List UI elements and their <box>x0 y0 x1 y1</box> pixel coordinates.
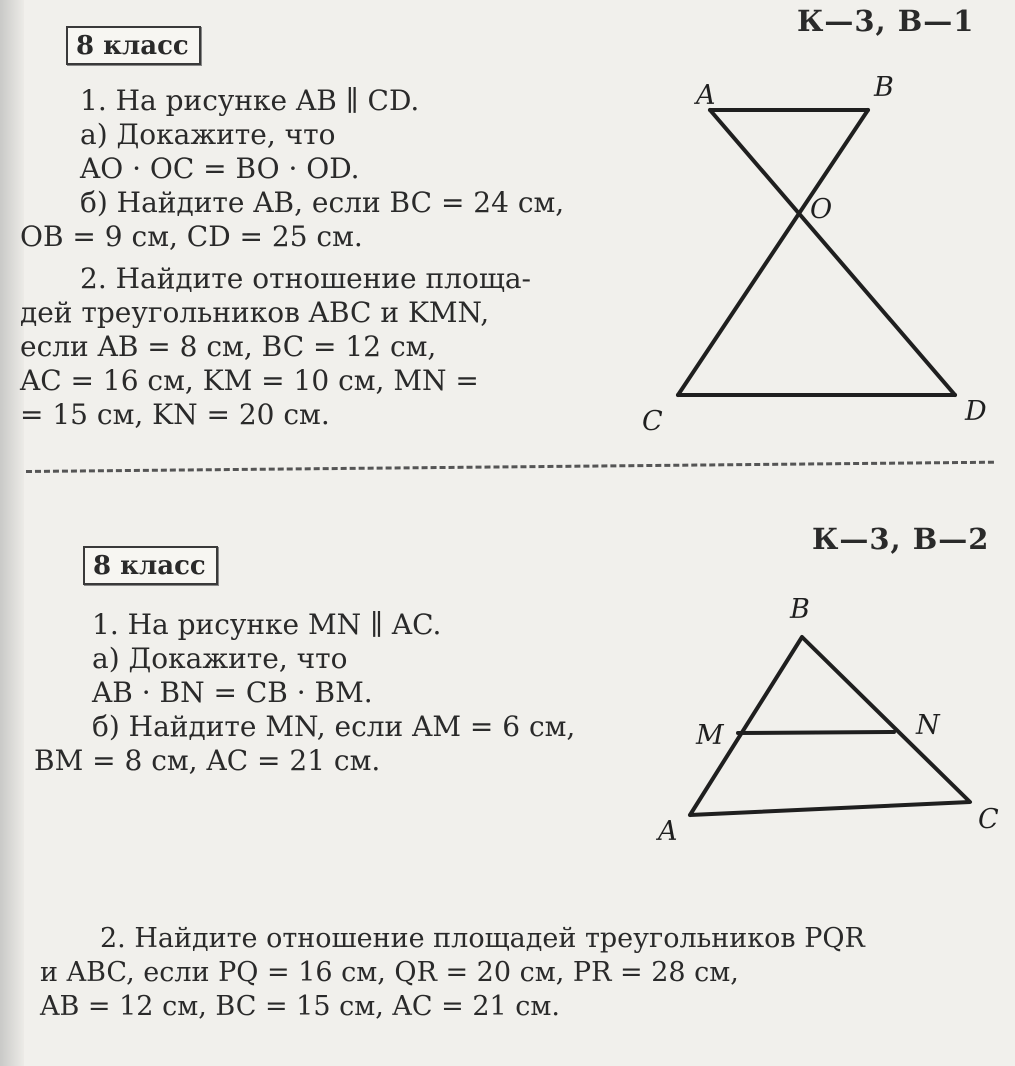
task1-v1-line3: AO · OC = BO · OD. <box>80 152 360 185</box>
point-label-M: M <box>696 720 724 751</box>
task2-v2-line1: 2. Найдите отношение площадей треугольников PQR <box>100 923 865 954</box>
variant-label-v2: К—3, В—2 <box>812 522 990 556</box>
point-label-B: B <box>874 72 894 103</box>
figure-hourglass-v1 <box>630 70 1010 440</box>
task2-v1-line3: если AB = 8 см, BC = 12 см, <box>20 330 437 363</box>
point-label-B: B <box>790 594 810 625</box>
task2-v2-line2: и ABC, если PQ = 16 см, QR = 20 см, PR = 28 см, <box>40 957 739 988</box>
task1-v1-line2: а) Докажите, что <box>80 118 336 151</box>
point-label-O: O <box>810 194 833 225</box>
task2-v1-line5: = 15 см, KN = 20 см. <box>20 398 330 431</box>
grade-label-v1: 8 класс <box>66 26 201 65</box>
task1-v2-line5: BM = 8 см, AC = 21 см. <box>34 744 381 777</box>
task2-v2 <box>40 922 865 1024</box>
variant-label-v1: К—3, В—1 <box>797 4 975 38</box>
task1-v1-line1: 1. На рисунке AB ∥ CD. <box>80 84 420 117</box>
figure-triangle-v2 <box>650 590 1010 850</box>
grade-label-v2: 8 класс <box>83 546 218 585</box>
point-label-A: A <box>696 80 716 111</box>
task1-v2-line1: 1. На рисунке MN ∥ AC. <box>92 608 442 641</box>
cut-line-divider <box>26 461 994 473</box>
task1-v2-line2: а) Докажите, что <box>92 642 348 675</box>
task2-v1-line2: дей треугольников ABC и KMN, <box>20 296 490 329</box>
point-label-N: N <box>916 710 940 741</box>
point-label-A: A <box>658 816 678 847</box>
task1-v2-line4: б) Найдите MN, если AM = 6 см, <box>92 710 576 743</box>
point-label-C: C <box>642 406 663 437</box>
point-label-C: C <box>978 804 999 835</box>
task1-v1-line5: OB = 9 см, CD = 25 см. <box>20 220 363 253</box>
point-label-D: D <box>965 396 987 427</box>
task2-v1 <box>20 262 531 432</box>
segment-MN <box>738 732 894 733</box>
task2-v2-line3: AB = 12 см, BC = 15 см, AC = 21 см. <box>40 991 560 1022</box>
task2-v1-line1: 2. Найдите отношение площа- <box>80 262 532 295</box>
segment-BC <box>678 110 868 395</box>
task1-v1 <box>20 84 564 254</box>
segment-AD <box>710 110 955 395</box>
task1-v2 <box>34 608 575 778</box>
task2-v1-line4: AC = 16 см, KM = 10 см, MN = <box>20 364 479 397</box>
task1-v1-line4: б) Найдите AB, если BC = 24 см, <box>80 186 565 219</box>
task1-v2-line3: AB · BN = CB · BM. <box>92 676 373 709</box>
